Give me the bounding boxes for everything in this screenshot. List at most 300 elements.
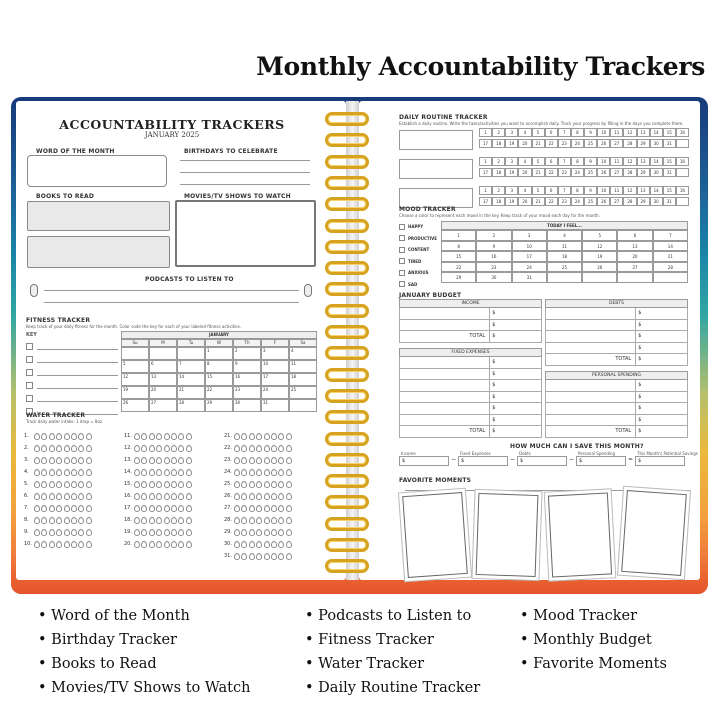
calendar-day[interactable]: 10 bbox=[261, 360, 289, 373]
calendar-day[interactable]: 13 bbox=[149, 373, 177, 386]
routine-day-cell[interactable]: 8 bbox=[571, 157, 584, 166]
water-drop-icon[interactable] bbox=[156, 433, 162, 440]
total-amount-field[interactable]: $ bbox=[638, 356, 642, 362]
water-drop-icon[interactable] bbox=[249, 541, 255, 548]
water-drop-icon[interactable] bbox=[271, 445, 277, 452]
water-drop-icon[interactable] bbox=[149, 505, 155, 512]
routine-day-cell[interactable]: 25 bbox=[584, 139, 597, 148]
water-drop-icon[interactable] bbox=[234, 457, 240, 464]
routine-day-cell[interactable]: 5 bbox=[532, 186, 545, 195]
water-drop-icon[interactable] bbox=[171, 433, 177, 440]
budget-item-field[interactable] bbox=[400, 308, 490, 319]
water-drop-icon[interactable] bbox=[156, 517, 162, 524]
water-drop-icon[interactable] bbox=[64, 505, 70, 512]
water-drop-icon[interactable] bbox=[164, 493, 170, 500]
water-drop-icon[interactable] bbox=[241, 517, 247, 524]
water-drop-icon[interactable] bbox=[171, 529, 177, 536]
water-drop-icon[interactable] bbox=[286, 457, 292, 464]
routine-day-cell[interactable]: 11 bbox=[610, 157, 623, 166]
water-drop-icon[interactable] bbox=[149, 481, 155, 488]
water-drop-icon[interactable] bbox=[134, 481, 140, 488]
water-drop-icon[interactable] bbox=[256, 469, 262, 476]
water-drop-icon[interactable] bbox=[241, 493, 247, 500]
routine-day-cell[interactable]: 18 bbox=[492, 197, 505, 206]
mood-day-cell[interactable]: 27 bbox=[617, 262, 652, 273]
budget-item-field[interactable] bbox=[546, 392, 636, 403]
water-drop-icon[interactable] bbox=[71, 457, 77, 464]
water-drop-icon[interactable] bbox=[271, 493, 277, 500]
routine-day-cell[interactable]: 7 bbox=[558, 128, 571, 137]
water-drop-icon[interactable] bbox=[264, 541, 270, 548]
water-drop-icon[interactable] bbox=[49, 529, 55, 536]
mood-checkbox[interactable] bbox=[399, 247, 405, 253]
water-drop-icon[interactable] bbox=[234, 469, 240, 476]
water-drop-icon[interactable] bbox=[264, 493, 270, 500]
water-drop-icon[interactable] bbox=[149, 529, 155, 536]
calendar-day[interactable]: 7 bbox=[177, 360, 205, 373]
calendar-day[interactable]: 31 bbox=[261, 399, 289, 412]
routine-day-cell[interactable]: 3 bbox=[505, 186, 518, 195]
water-drop-icon[interactable] bbox=[256, 481, 262, 488]
routine-day-cell[interactable]: 4 bbox=[518, 186, 531, 195]
water-drop-icon[interactable] bbox=[264, 433, 270, 440]
budget-amount-field[interactable]: $ bbox=[492, 321, 496, 328]
water-drop-icon[interactable] bbox=[49, 517, 55, 524]
budget-item-field[interactable] bbox=[546, 320, 636, 331]
water-drop-icon[interactable] bbox=[271, 517, 277, 524]
water-drop-icon[interactable] bbox=[56, 457, 62, 464]
budget-item-field[interactable] bbox=[546, 343, 636, 354]
water-drop-icon[interactable] bbox=[164, 505, 170, 512]
water-drop-icon[interactable] bbox=[141, 517, 147, 524]
water-drop-icon[interactable] bbox=[49, 493, 55, 500]
mood-checkbox[interactable] bbox=[399, 224, 405, 230]
routine-day-cell[interactable]: 16 bbox=[676, 186, 689, 195]
mood-day-cell[interactable] bbox=[653, 272, 688, 283]
calendar-day[interactable]: 17 bbox=[261, 373, 289, 386]
routine-day-cell[interactable]: 22 bbox=[545, 139, 558, 148]
water-drop-icon[interactable] bbox=[34, 433, 40, 440]
water-drop-icon[interactable] bbox=[271, 433, 277, 440]
budget-item-field[interactable] bbox=[400, 320, 490, 331]
water-drop-icon[interactable] bbox=[186, 493, 192, 500]
water-drop-icon[interactable] bbox=[286, 493, 292, 500]
calendar-day[interactable]: 24 bbox=[261, 386, 289, 399]
budget-amount-field[interactable]: $ bbox=[492, 405, 496, 411]
budget-item-field[interactable] bbox=[546, 331, 636, 342]
routine-day-cell[interactable]: 31 bbox=[663, 197, 676, 206]
budget-amount-field[interactable]: $ bbox=[492, 310, 496, 316]
mood-day-cell[interactable]: 21 bbox=[653, 251, 688, 262]
routine-day-cell[interactable]: 16 bbox=[676, 157, 689, 166]
water-drop-icon[interactable] bbox=[249, 457, 255, 464]
water-drop-icon[interactable] bbox=[186, 517, 192, 524]
water-drop-icon[interactable] bbox=[264, 457, 270, 464]
water-drop-icon[interactable] bbox=[186, 541, 192, 548]
routine-day-cell[interactable]: 28 bbox=[623, 139, 636, 148]
calendar-day[interactable]: 2 bbox=[233, 347, 261, 360]
key-checkbox[interactable] bbox=[26, 343, 33, 350]
water-drop-icon[interactable] bbox=[56, 445, 62, 452]
water-drop-icon[interactable] bbox=[41, 445, 47, 452]
water-drop-icon[interactable] bbox=[156, 529, 162, 536]
water-drop-icon[interactable] bbox=[249, 481, 255, 488]
total-amount-field[interactable]: $ bbox=[492, 428, 496, 434]
water-drop-icon[interactable] bbox=[241, 457, 247, 464]
water-drop-icon[interactable] bbox=[178, 529, 184, 536]
water-drop-icon[interactable] bbox=[141, 493, 147, 500]
water-drop-icon[interactable] bbox=[64, 481, 70, 488]
calendar-day[interactable]: 18 bbox=[289, 373, 317, 386]
water-drop-icon[interactable] bbox=[186, 433, 192, 440]
routine-day-cell[interactable]: 10 bbox=[597, 128, 610, 137]
water-drop-icon[interactable] bbox=[234, 541, 240, 548]
calendar-day[interactable]: 9 bbox=[233, 360, 261, 373]
water-drop-icon[interactable] bbox=[186, 505, 192, 512]
budget-amount-field[interactable]: $ bbox=[492, 416, 496, 423]
budget-amount-field[interactable]: $ bbox=[638, 393, 642, 400]
water-drop-icon[interactable] bbox=[41, 469, 47, 476]
mood-day-cell[interactable]: 4 bbox=[547, 230, 582, 241]
water-drop-icon[interactable] bbox=[134, 457, 140, 464]
water-drop-icon[interactable] bbox=[134, 517, 140, 524]
savings-input[interactable]: $ bbox=[399, 456, 449, 466]
water-drop-icon[interactable] bbox=[49, 433, 55, 440]
water-drop-icon[interactable] bbox=[149, 433, 155, 440]
routine-day-cell[interactable]: 2 bbox=[492, 186, 505, 195]
routine-day-cell[interactable]: 17 bbox=[479, 139, 492, 148]
water-drop-icon[interactable] bbox=[149, 457, 155, 464]
water-drop-icon[interactable] bbox=[264, 517, 270, 524]
water-drop-icon[interactable] bbox=[41, 541, 47, 548]
water-drop-icon[interactable] bbox=[86, 493, 92, 500]
routine-day-cell[interactable]: 13 bbox=[637, 186, 650, 195]
water-drop-icon[interactable] bbox=[249, 445, 255, 452]
water-drop-icon[interactable] bbox=[278, 553, 284, 560]
water-drop-icon[interactable] bbox=[149, 541, 155, 548]
water-drop-icon[interactable] bbox=[264, 469, 270, 476]
budget-item-field[interactable] bbox=[546, 415, 636, 426]
routine-day-cell[interactable]: 19 bbox=[505, 168, 518, 177]
routine-day-cell[interactable]: 25 bbox=[584, 168, 597, 177]
water-drop-icon[interactable] bbox=[56, 541, 62, 548]
water-drop-icon[interactable] bbox=[171, 505, 177, 512]
routine-day-cell[interactable]: 9 bbox=[584, 128, 597, 137]
calendar-day[interactable]: 1 bbox=[205, 347, 233, 360]
mood-day-cell[interactable]: 15 bbox=[441, 251, 476, 262]
water-drop-icon[interactable] bbox=[56, 517, 62, 524]
routine-day-cell[interactable]: 14 bbox=[650, 128, 663, 137]
water-drop-icon[interactable] bbox=[241, 445, 247, 452]
water-drop-icon[interactable] bbox=[49, 481, 55, 488]
mood-day-cell[interactable]: 13 bbox=[617, 241, 652, 252]
routine-day-cell[interactable]: 17 bbox=[479, 168, 492, 177]
routine-day-cell[interactable]: 10 bbox=[597, 186, 610, 195]
water-drop-icon[interactable] bbox=[86, 433, 92, 440]
water-drop-icon[interactable] bbox=[134, 469, 140, 476]
water-drop-icon[interactable] bbox=[34, 529, 40, 536]
routine-day-cell[interactable]: 22 bbox=[545, 197, 558, 206]
routine-day-cell[interactable]: 5 bbox=[532, 157, 545, 166]
water-drop-icon[interactable] bbox=[256, 553, 262, 560]
water-drop-icon[interactable] bbox=[86, 457, 92, 464]
water-drop-icon[interactable] bbox=[34, 493, 40, 500]
savings-input[interactable]: $ bbox=[576, 456, 626, 466]
mood-day-cell[interactable]: 23 bbox=[476, 262, 511, 273]
routine-day-cell[interactable]: 19 bbox=[505, 139, 518, 148]
water-drop-icon[interactable] bbox=[278, 457, 284, 464]
routine-day-cell[interactable]: 1 bbox=[479, 186, 492, 195]
routine-day-cell[interactable]: 5 bbox=[532, 128, 545, 137]
routine-day-cell[interactable]: 6 bbox=[545, 186, 558, 195]
routine-day-cell[interactable]: 31 bbox=[663, 168, 676, 177]
routine-day-cell[interactable]: 19 bbox=[505, 197, 518, 206]
water-drop-icon[interactable] bbox=[241, 481, 247, 488]
routine-day-cell[interactable]: 11 bbox=[610, 128, 623, 137]
water-drop-icon[interactable] bbox=[234, 517, 240, 524]
water-drop-icon[interactable] bbox=[171, 469, 177, 476]
mood-day-cell[interactable]: 16 bbox=[476, 251, 511, 262]
routine-day-cell[interactable]: 29 bbox=[637, 139, 650, 148]
water-drop-icon[interactable] bbox=[234, 445, 240, 452]
water-drop-icon[interactable] bbox=[78, 457, 84, 464]
water-drop-icon[interactable] bbox=[186, 469, 192, 476]
routine-day-cell[interactable]: 14 bbox=[650, 186, 663, 195]
water-drop-icon[interactable] bbox=[49, 457, 55, 464]
water-drop-icon[interactable] bbox=[178, 445, 184, 452]
routine-day-cell[interactable]: 17 bbox=[479, 197, 492, 206]
water-drop-icon[interactable] bbox=[278, 469, 284, 476]
calendar-day[interactable]: 21 bbox=[177, 386, 205, 399]
water-drop-icon[interactable] bbox=[34, 505, 40, 512]
water-drop-icon[interactable] bbox=[164, 433, 170, 440]
mood-day-cell[interactable]: 2 bbox=[476, 230, 511, 241]
budget-amount-field[interactable]: $ bbox=[492, 382, 496, 388]
routine-day-cell[interactable]: 23 bbox=[558, 197, 571, 206]
water-drop-icon[interactable] bbox=[286, 517, 292, 524]
calendar-day[interactable] bbox=[149, 347, 177, 360]
mood-day-cell[interactable] bbox=[547, 272, 582, 283]
water-drop-icon[interactable] bbox=[271, 541, 277, 548]
water-drop-icon[interactable] bbox=[249, 469, 255, 476]
water-drop-icon[interactable] bbox=[241, 541, 247, 548]
water-drop-icon[interactable] bbox=[164, 541, 170, 548]
water-drop-icon[interactable] bbox=[278, 481, 284, 488]
calendar-day[interactable] bbox=[121, 347, 149, 360]
water-drop-icon[interactable] bbox=[64, 529, 70, 536]
routine-day-cell[interactable]: 21 bbox=[532, 139, 545, 148]
water-drop-icon[interactable] bbox=[249, 517, 255, 524]
calendar-day[interactable]: 19 bbox=[121, 386, 149, 399]
routine-day-cell[interactable]: 7 bbox=[558, 157, 571, 166]
budget-amount-field[interactable]: $ bbox=[638, 310, 642, 316]
water-drop-icon[interactable] bbox=[34, 481, 40, 488]
water-drop-icon[interactable] bbox=[71, 445, 77, 452]
routine-day-cell[interactable]: 23 bbox=[558, 139, 571, 148]
water-drop-icon[interactable] bbox=[34, 541, 40, 548]
water-drop-icon[interactable] bbox=[71, 529, 77, 536]
routine-day-cell[interactable]: 20 bbox=[518, 168, 531, 177]
water-drop-icon[interactable] bbox=[271, 529, 277, 536]
water-drop-icon[interactable] bbox=[71, 481, 77, 488]
calendar-day[interactable]: 4 bbox=[289, 347, 317, 360]
water-drop-icon[interactable] bbox=[41, 457, 47, 464]
routine-day-cell[interactable]: 2 bbox=[492, 128, 505, 137]
routine-day-cell[interactable]: 16 bbox=[676, 128, 689, 137]
routine-day-cell[interactable]: 13 bbox=[637, 157, 650, 166]
mood-day-cell[interactable]: 6 bbox=[617, 230, 652, 241]
mood-day-cell[interactable]: 11 bbox=[547, 241, 582, 252]
water-drop-icon[interactable] bbox=[78, 445, 84, 452]
water-drop-icon[interactable] bbox=[249, 529, 255, 536]
water-drop-icon[interactable] bbox=[134, 505, 140, 512]
routine-day-cell[interactable]: 24 bbox=[571, 139, 584, 148]
routine-day-cell[interactable]: 21 bbox=[532, 197, 545, 206]
water-drop-icon[interactable] bbox=[249, 553, 255, 560]
routine-day-cell[interactable]: 9 bbox=[584, 157, 597, 166]
water-drop-icon[interactable] bbox=[149, 493, 155, 500]
key-checkbox[interactable] bbox=[26, 356, 33, 363]
water-drop-icon[interactable] bbox=[134, 529, 140, 536]
routine-day-cell[interactable]: 13 bbox=[637, 128, 650, 137]
water-drop-icon[interactable] bbox=[34, 469, 40, 476]
water-drop-icon[interactable] bbox=[49, 541, 55, 548]
water-drop-icon[interactable] bbox=[278, 541, 284, 548]
water-drop-icon[interactable] bbox=[256, 445, 262, 452]
routine-day-cell[interactable]: 23 bbox=[558, 168, 571, 177]
water-drop-icon[interactable] bbox=[256, 505, 262, 512]
water-drop-icon[interactable] bbox=[71, 433, 77, 440]
water-drop-icon[interactable] bbox=[264, 445, 270, 452]
budget-item-field[interactable] bbox=[400, 403, 490, 414]
water-drop-icon[interactable] bbox=[64, 517, 70, 524]
mood-day-cell[interactable]: 8 bbox=[441, 241, 476, 252]
water-drop-icon[interactable] bbox=[56, 505, 62, 512]
water-drop-icon[interactable] bbox=[171, 493, 177, 500]
water-drop-icon[interactable] bbox=[278, 505, 284, 512]
water-drop-icon[interactable] bbox=[141, 541, 147, 548]
water-drop-icon[interactable] bbox=[264, 505, 270, 512]
water-drop-icon[interactable] bbox=[141, 445, 147, 452]
water-drop-icon[interactable] bbox=[164, 481, 170, 488]
mood-day-cell[interactable]: 26 bbox=[582, 262, 617, 273]
water-drop-icon[interactable] bbox=[156, 457, 162, 464]
water-drop-icon[interactable] bbox=[156, 469, 162, 476]
total-amount-field[interactable]: $ bbox=[638, 428, 642, 434]
routine-day-cell[interactable]: 24 bbox=[571, 197, 584, 206]
water-drop-icon[interactable] bbox=[86, 529, 92, 536]
routine-day-cell[interactable]: 1 bbox=[479, 128, 492, 137]
water-drop-icon[interactable] bbox=[34, 445, 40, 452]
water-drop-icon[interactable] bbox=[141, 481, 147, 488]
calendar-day[interactable] bbox=[177, 347, 205, 360]
water-drop-icon[interactable] bbox=[64, 457, 70, 464]
water-drop-icon[interactable] bbox=[278, 517, 284, 524]
routine-day-cell[interactable] bbox=[676, 197, 689, 206]
budget-amount-field[interactable]: $ bbox=[638, 344, 642, 351]
water-drop-icon[interactable] bbox=[41, 433, 47, 440]
water-drop-icon[interactable] bbox=[271, 457, 277, 464]
calendar-day[interactable]: 12 bbox=[121, 373, 149, 386]
routine-day-cell[interactable]: 26 bbox=[597, 197, 610, 206]
water-drop-icon[interactable] bbox=[156, 445, 162, 452]
mood-day-cell[interactable]: 24 bbox=[512, 262, 547, 273]
mood-checkbox[interactable] bbox=[399, 270, 405, 276]
routine-day-cell[interactable]: 8 bbox=[571, 186, 584, 195]
water-drop-icon[interactable] bbox=[234, 481, 240, 488]
water-drop-icon[interactable] bbox=[264, 553, 270, 560]
routine-day-cell[interactable]: 11 bbox=[610, 186, 623, 195]
budget-amount-field[interactable]: $ bbox=[638, 405, 642, 411]
water-drop-icon[interactable] bbox=[78, 469, 84, 476]
routine-day-cell[interactable]: 2 bbox=[492, 157, 505, 166]
calendar-day[interactable]: 14 bbox=[177, 373, 205, 386]
mood-day-cell[interactable]: 1 bbox=[441, 230, 476, 241]
mood-day-cell[interactable]: 28 bbox=[653, 262, 688, 273]
water-drop-icon[interactable] bbox=[64, 541, 70, 548]
water-drop-icon[interactable] bbox=[71, 469, 77, 476]
water-drop-icon[interactable] bbox=[241, 433, 247, 440]
savings-input[interactable]: $ bbox=[635, 456, 685, 466]
water-drop-icon[interactable] bbox=[249, 433, 255, 440]
water-drop-icon[interactable] bbox=[286, 541, 292, 548]
calendar-day[interactable] bbox=[289, 399, 317, 412]
routine-day-cell[interactable]: 14 bbox=[650, 157, 663, 166]
water-drop-icon[interactable] bbox=[256, 541, 262, 548]
routine-day-cell[interactable]: 31 bbox=[663, 139, 676, 148]
water-drop-icon[interactable] bbox=[278, 433, 284, 440]
mood-day-cell[interactable]: 10 bbox=[512, 241, 547, 252]
routine-day-cell[interactable]: 6 bbox=[545, 157, 558, 166]
water-drop-icon[interactable] bbox=[256, 517, 262, 524]
routine-day-cell[interactable]: 12 bbox=[623, 186, 636, 195]
water-drop-icon[interactable] bbox=[71, 505, 77, 512]
water-drop-icon[interactable] bbox=[178, 541, 184, 548]
water-drop-icon[interactable] bbox=[78, 481, 84, 488]
routine-day-cell[interactable]: 30 bbox=[650, 168, 663, 177]
water-drop-icon[interactable] bbox=[56, 481, 62, 488]
routine-day-cell[interactable]: 12 bbox=[623, 157, 636, 166]
water-drop-icon[interactable] bbox=[286, 445, 292, 452]
water-drop-icon[interactable] bbox=[78, 493, 84, 500]
routine-day-cell[interactable]: 18 bbox=[492, 139, 505, 148]
water-drop-icon[interactable] bbox=[134, 493, 140, 500]
water-drop-icon[interactable] bbox=[286, 529, 292, 536]
water-drop-icon[interactable] bbox=[56, 469, 62, 476]
water-drop-icon[interactable] bbox=[56, 433, 62, 440]
routine-day-cell[interactable]: 24 bbox=[571, 168, 584, 177]
routine-day-cell[interactable]: 29 bbox=[637, 168, 650, 177]
water-drop-icon[interactable] bbox=[134, 445, 140, 452]
water-drop-icon[interactable] bbox=[286, 433, 292, 440]
calendar-day[interactable]: 29 bbox=[205, 399, 233, 412]
water-drop-icon[interactable] bbox=[141, 505, 147, 512]
routine-day-cell[interactable] bbox=[676, 139, 689, 148]
water-drop-icon[interactable] bbox=[249, 493, 255, 500]
water-drop-icon[interactable] bbox=[86, 481, 92, 488]
calendar-day[interactable]: 11 bbox=[289, 360, 317, 373]
water-drop-icon[interactable] bbox=[234, 433, 240, 440]
routine-day-cell[interactable]: 20 bbox=[518, 197, 531, 206]
key-checkbox[interactable] bbox=[26, 382, 33, 389]
water-drop-icon[interactable] bbox=[256, 529, 262, 536]
routine-day-cell[interactable]: 22 bbox=[545, 168, 558, 177]
water-drop-icon[interactable] bbox=[49, 445, 55, 452]
calendar-day[interactable]: 22 bbox=[205, 386, 233, 399]
water-drop-icon[interactable] bbox=[71, 541, 77, 548]
total-amount-field[interactable]: $ bbox=[492, 333, 496, 339]
water-drop-icon[interactable] bbox=[286, 481, 292, 488]
